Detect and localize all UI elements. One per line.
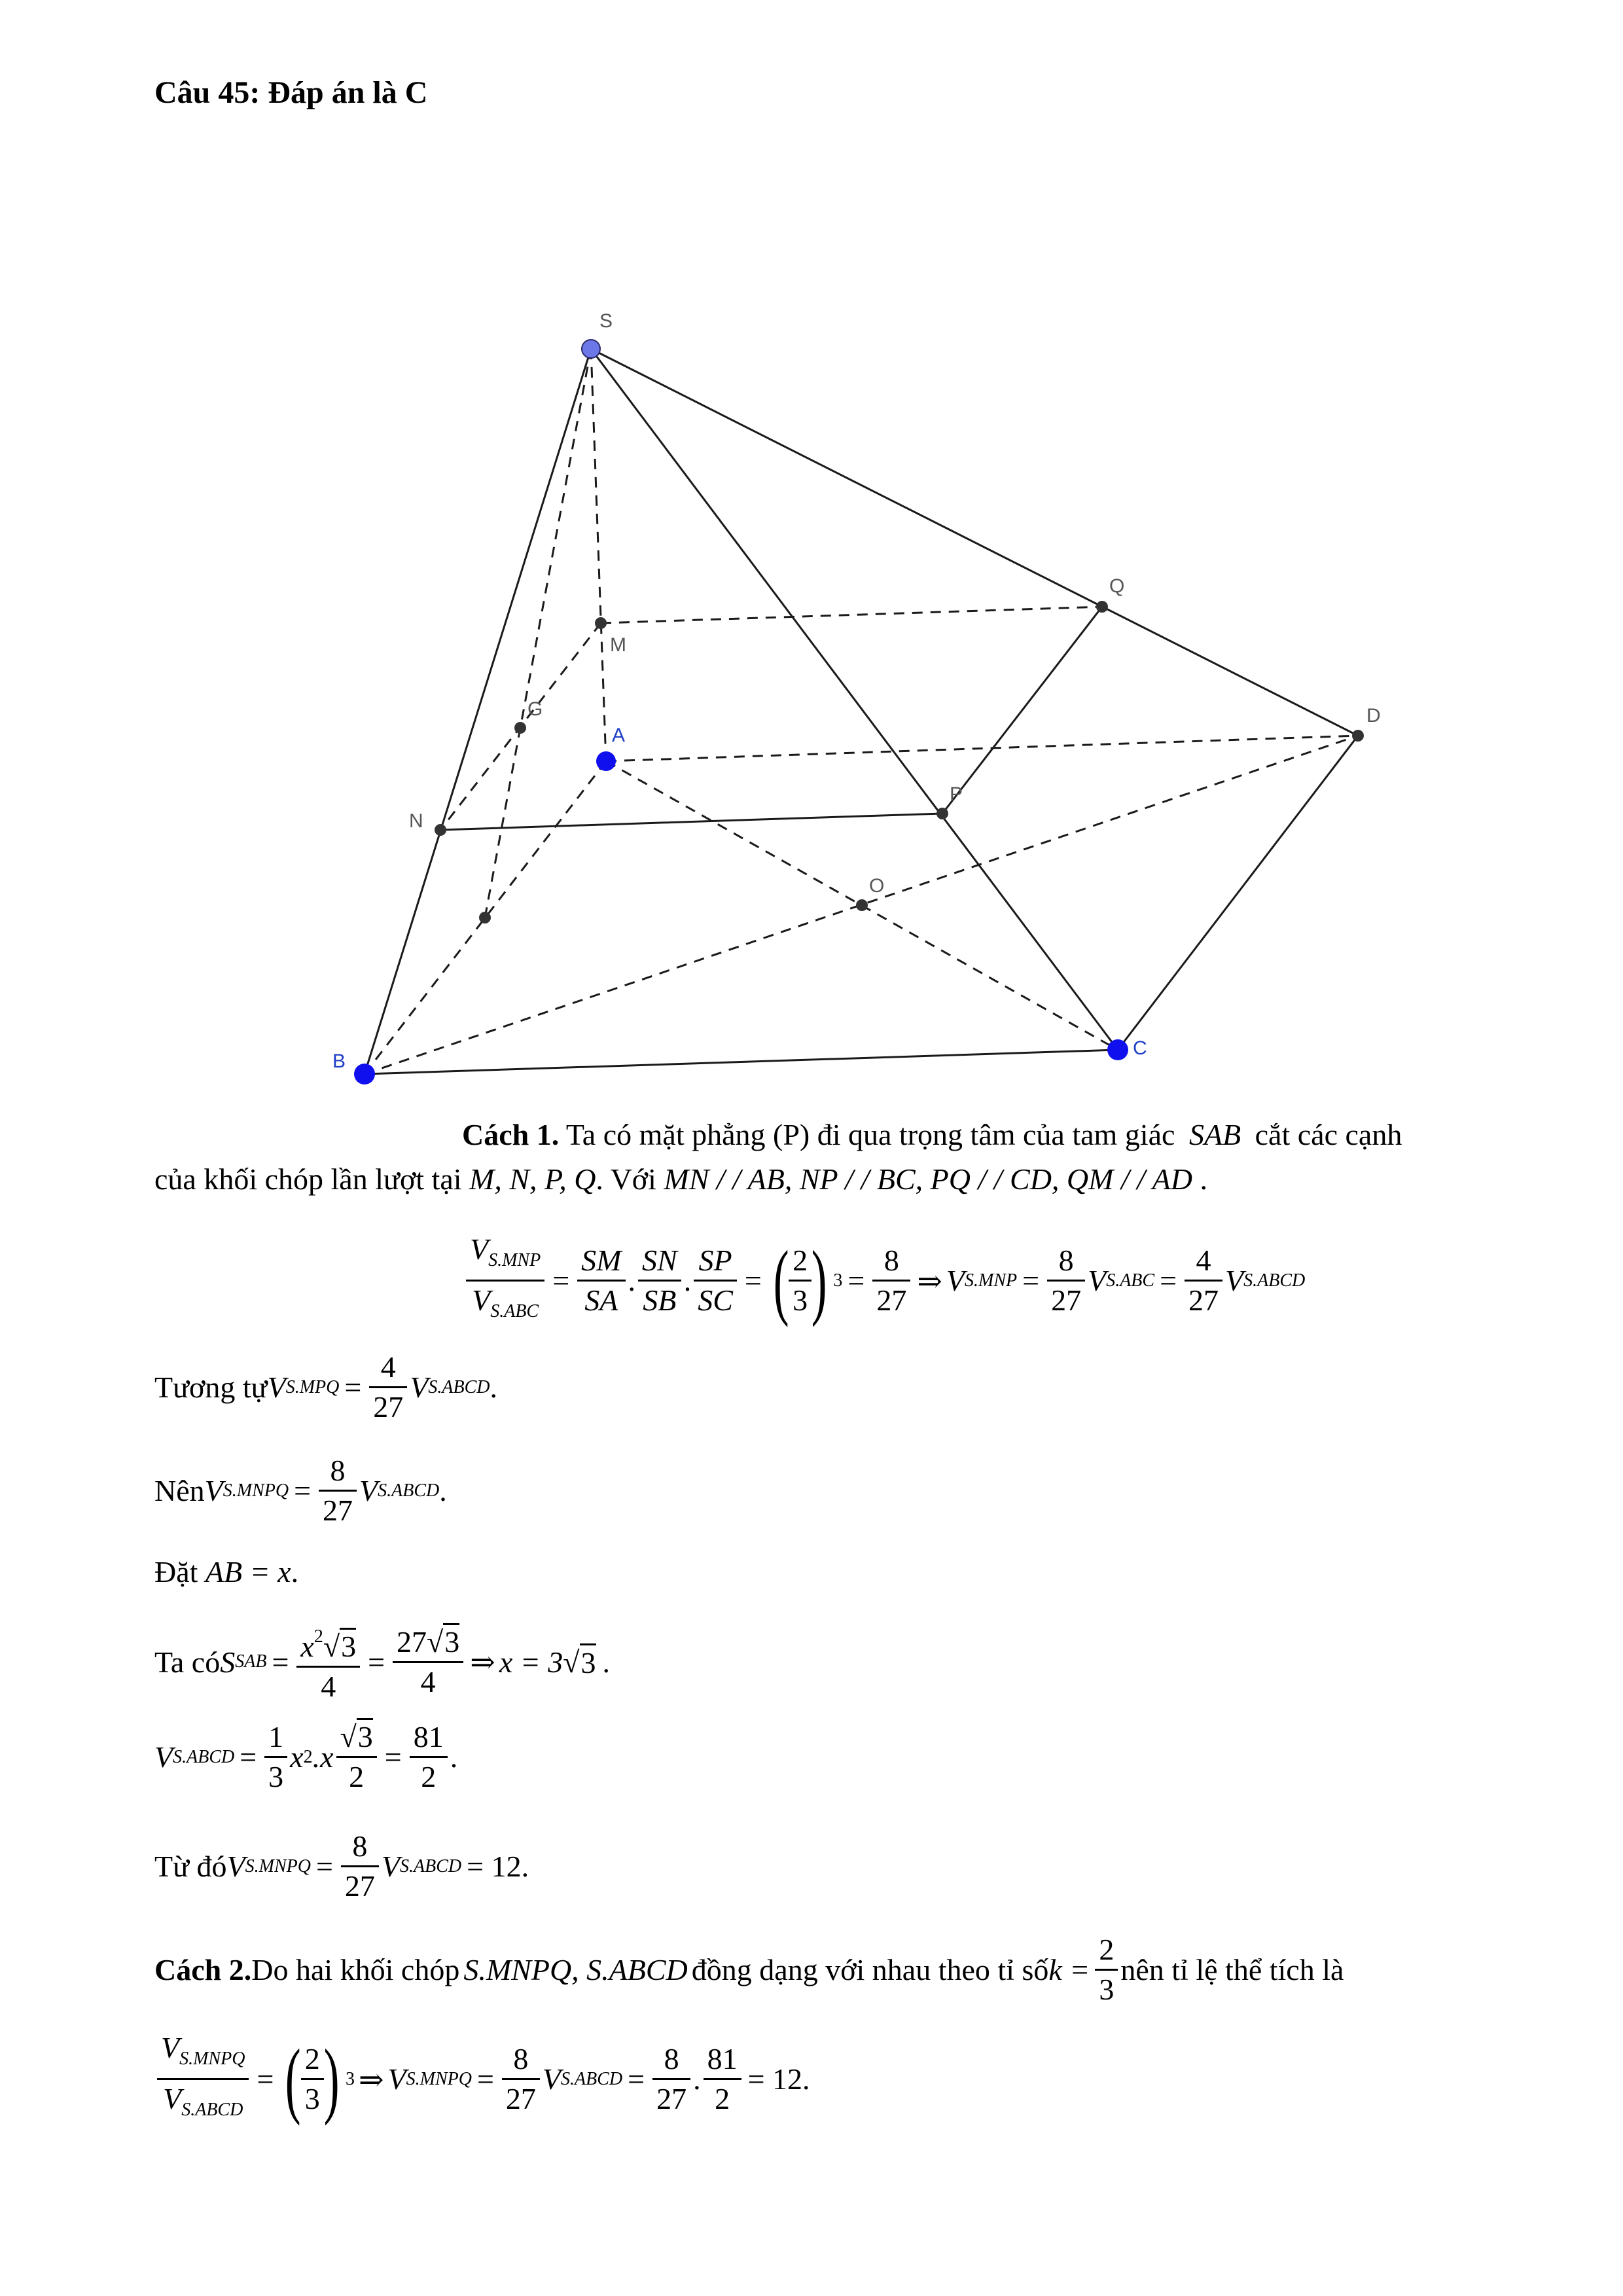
- equation-cach2: $\frac{V_{S.MNPQ}}{V_{S.ABCD}}$ = ( $\frac{2}{3}$ ) 3 ⇒ V S.MNPQ = $\frac{8}{27}$ V S.ABCD = $\frac{8}{27}$ . $\frac{81}{2}$ = 12 .: [154, 2029, 810, 2129]
- edge-pq: [942, 607, 1102, 814]
- label-o: O: [869, 875, 885, 897]
- cach2-line: Cách 2. Do hai khối chóp S.MNPQ, S.ABCD đồng dạng với nhau theo tỉ số k = $\frac{2}{3}$ nên tỉ lệ thể tích là: [154, 1931, 1344, 2009]
- cach1-line1: Cách 1. Ta có mặt phẳng (P) đi qua trọng tâm của tam giác SAB cắt các cạnh: [462, 1118, 1402, 1151]
- label-d: D: [1366, 705, 1381, 726]
- line-tuong-tu: Tương tự V S.MPQ = $\frac{4}{27}$ V S.ABCD .: [154, 1348, 497, 1426]
- label-q: Q: [1109, 575, 1125, 597]
- line-nen: Nên V S.MNPQ = $\frac{8}{27}$ V S.ABCD .: [154, 1452, 447, 1530]
- point-q: [1096, 601, 1108, 613]
- label-a: A: [612, 725, 626, 746]
- label-g: G: [527, 698, 543, 720]
- label-s: S: [599, 310, 613, 332]
- question-title: Câu 45: Đáp án là C: [154, 75, 428, 110]
- line-dat: Đặt AB = x.: [154, 1555, 299, 1588]
- edge-sd: [591, 349, 1358, 736]
- line-v-abcd: V S.ABCD = $\frac{1}{3}$ x 2 .x $\frac{√3}{2}$ = $\frac{81}{2}$ .: [154, 1718, 457, 1796]
- edge-mq: [601, 607, 1102, 623]
- label-c: C: [1133, 1037, 1147, 1059]
- point-d: [1352, 730, 1364, 742]
- line-ta-co: Ta có S SAB = $\frac{x^2√3}{4}$ = $\frac{27√3}{4}$ ⇒ x = 3 √ 3 .: [154, 1618, 610, 1706]
- line-tu-do: Từ đó V S.MNPQ = $\frac{8}{27}$ V S.ABCD = 12 .: [154, 1827, 529, 1905]
- label-n: N: [409, 810, 423, 832]
- point-b: [354, 1064, 375, 1085]
- point-n: [435, 824, 446, 836]
- point-o: [856, 899, 868, 911]
- equation-ratio-volume: $\frac{V_{S.MNP}}{V_{S.ABC}}$ = $\frac{SM}{SA}$ . $\frac{SN}{SB}$ . $\frac{SP}{SC}$ = ( $\frac{2}{3}$ ) 3 = $\frac{8}{27}$ ⇒ V S.MNP = $\frac{8}{27}$ V S.ABC = $\frac{4}{27}$ V S.ABCD: [463, 1230, 1305, 1331]
- point-p: [936, 808, 948, 819]
- label-p: P: [950, 783, 963, 805]
- point-mid-ab: [479, 912, 491, 924]
- pyramid-figure: [0, 0, 1623, 1126]
- point-c: [1107, 1039, 1128, 1060]
- edge-sb: [365, 349, 591, 1074]
- edge-bc: [365, 1050, 1118, 1074]
- edge-cd: [1118, 736, 1358, 1050]
- edge-sa: [591, 349, 606, 761]
- label-b: B: [332, 1050, 346, 1072]
- point-g: [514, 722, 526, 734]
- median-s-mid-ab: [485, 349, 591, 918]
- point-a: [596, 751, 616, 771]
- edge-sc: [591, 349, 1118, 1050]
- edge-np: [440, 814, 942, 830]
- point-s: [582, 340, 600, 358]
- label-m: M: [610, 634, 626, 656]
- cach1-line2: của khối chóp lần lượt tại M, N, P, Q. Với MN / / AB, NP / / BC, PQ / / CD, QM / / AD .: [154, 1162, 1208, 1196]
- point-m: [595, 617, 607, 629]
- edge-ad: [606, 736, 1358, 761]
